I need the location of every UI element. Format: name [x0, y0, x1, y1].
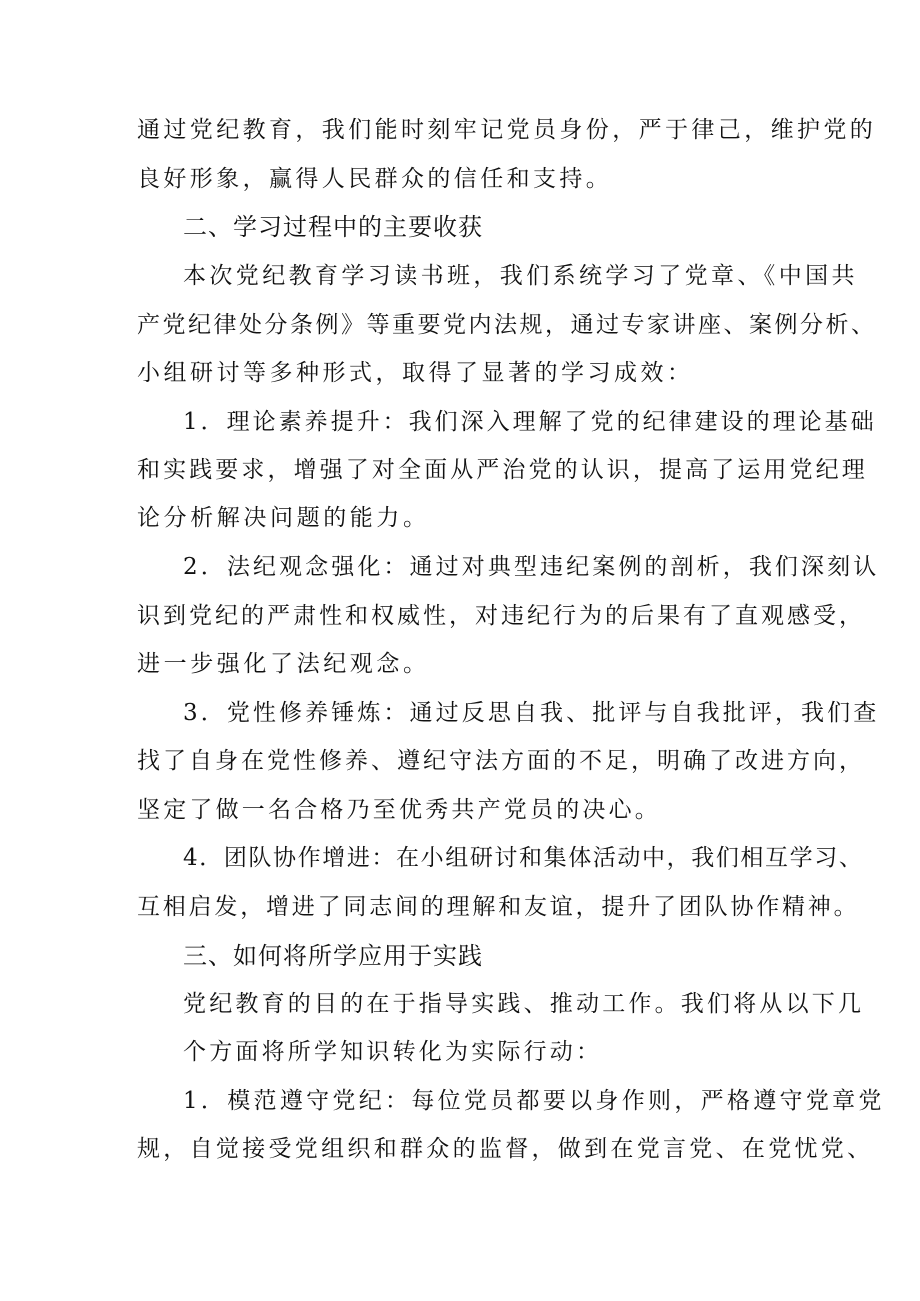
paragraph-line: 小组研讨等多种形式，取得了显著的学习成效：	[137, 360, 694, 386]
paragraph-line: 党纪教育的目的在于指导实践、推动工作。我们将从以下几	[183, 991, 865, 1017]
list-item-line: 3．党性修养锤炼：通过反思自我、批评与自我批评，我们查	[183, 700, 880, 726]
paragraph-line: 个方面将所学知识转化为实际行动：	[183, 1039, 603, 1065]
list-item-line: 论分析解决问题的能力。	[137, 505, 430, 531]
paragraph-line: 通过党纪教育，我们能时刻牢记党员身份，严于律己，维护党的	[137, 117, 877, 143]
list-item-line: 找了自身在党性修养、遵纪守法方面的不足，明确了改进方向，	[137, 748, 865, 774]
list-item-line: 1．模范遵守党纪：每位党员都要以身作则，严格遵守党章党	[183, 1088, 885, 1114]
list-item-line: 互相启发，增进了同志间的理解和友谊，提升了团队协作精神。	[137, 894, 860, 920]
list-item-line: 识到党纪的严肃性和权威性，对违纪行为的后果有了直观感受，	[137, 603, 865, 629]
paragraph-line: 产党纪律处分条例》等重要党内法规，通过专家讲座、案例分析、	[137, 312, 877, 338]
section-heading-2: 二、学习过程中的主要收获	[183, 213, 483, 241]
list-item-line: 进一步强化了法纪观念。	[137, 651, 430, 677]
list-item-line: 1．理论素养提升：我们深入理解了党的纪律建设的理论基础	[183, 409, 877, 435]
paragraph-line: 本次党纪教育学习读书班，我们系统学习了党章、《中国共	[183, 263, 858, 289]
list-item-line: 坚定了做一名合格乃至优秀共产党员的决心。	[137, 797, 661, 823]
list-item-line: 4．团队协作增进：在小组研讨和集体活动中，我们相互学习、	[183, 845, 864, 871]
list-item-line: 和实践要求，增强了对全面从严治党的认识，提高了运用党纪理	[137, 457, 868, 483]
list-item-line: 规，自觉接受党组织和群众的监督，做到在党言党、在党忧党、	[137, 1136, 874, 1162]
list-item-line: 2．法纪观念强化：通过对典型违纪案例的剖析，我们深刻认	[183, 554, 880, 580]
paragraph-line: 良好形象，赢得人民群众的信任和支持。	[137, 166, 613, 192]
section-heading-3: 三、如何将所学应用于实践	[183, 942, 483, 970]
